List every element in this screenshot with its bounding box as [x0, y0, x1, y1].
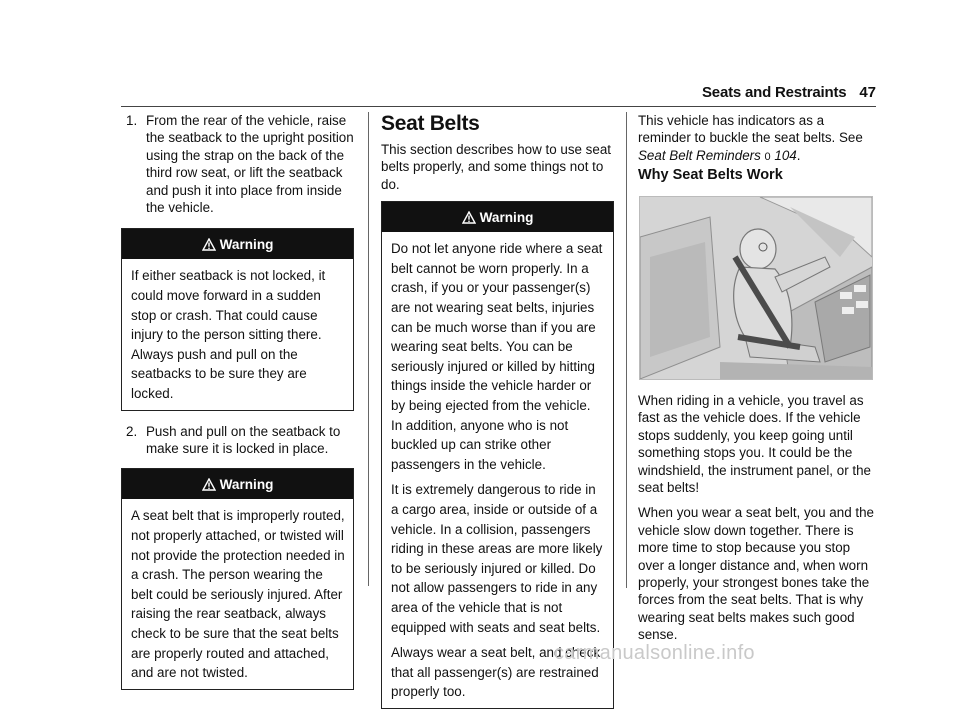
column-divider-left — [368, 112, 369, 586]
reminder-reference-link[interactable]: Seat Belt Reminders — [638, 147, 761, 163]
warning-header — [382, 202, 613, 232]
column-divider-right — [626, 112, 627, 588]
reminder-reference-page[interactable]: 104 — [774, 147, 797, 163]
warning-triangle-icon — [202, 478, 216, 491]
right-column-intro — [638, 112, 874, 174]
seat-belts-intro: This section describes how to use seat belts properly, and some things not to do. — [381, 142, 611, 192]
why-belts-paragraph-2: When you wear a seat belt, you and the vehicle slow down together. There is more time to stop because you stop over a longer distance and, when worn properly, your strongest bones take the forces from the seat belts. That is why wearing seat belts makes such good sense. — [638, 505, 874, 643]
right-column-body — [638, 392, 874, 652]
step-1-number: 1. — [126, 113, 138, 128]
warning-body — [122, 499, 353, 688]
warning-text: If either seatback is not locked, it could move forward in a sudden stop or crash. That could cause injury to the person sitting there. Always push and pull on the seatbacks to be sure they are locked. — [131, 268, 326, 401]
step-2-text: Push and pull on the seatback to make sure it is locked in place. — [146, 423, 341, 456]
warning-box-seat-belt-use — [381, 201, 614, 709]
middle-column — [381, 141, 614, 709]
step-2 — [126, 423, 354, 458]
warning-title: Warning — [219, 476, 274, 492]
warning-triangle-icon — [202, 238, 216, 251]
section-heading-seat-belts: Seat Belts — [381, 112, 480, 135]
warning-body — [122, 259, 353, 409]
warning-header — [122, 229, 353, 259]
warning-paragraph-3: Always wear a seat belt, and check that all passenger(s) are restrained properly too. — [391, 645, 601, 700]
page-header — [702, 84, 876, 106]
reminder-period: . — [796, 147, 801, 163]
section-title: Seats and Restraints — [702, 84, 847, 101]
left-column — [121, 112, 354, 690]
warning-title: Warning — [219, 236, 274, 252]
warning-text: A seat belt that is improperly routed, not properly attached, or twisted will not provide the protection needed in a crash. The person wearing the belt could be seriously injured. After raising the rear seatback, always check to be sure that the seat belts are properly routed and attached, and are not twisted. — [131, 508, 345, 681]
crash-test-dummy-illustration-svg — [640, 197, 872, 379]
reminder-intro-text: This vehicle has indicators as a reminder to buckle the seat belts. See — [638, 113, 863, 146]
subheading-why-seat-belts-work: Why Seat Belts Work — [638, 167, 783, 183]
warning-title: Warning — [479, 209, 534, 225]
crash-test-dummy-illustration — [639, 196, 873, 380]
warning-paragraph-1: Do not let anyone ride where a seat belt cannot be worn properly. In a crash, if you or your passenger(s) are not wearing seat belts, injuries can be much worse than if you are wearing seat belts. You can be seriously injured or killed by hitting things inside the vehicle harder or by being ejected from the vehicle. In addition, anyone who is not buckled up can strike other passengers in the vehicle. — [391, 241, 603, 472]
warning-box-seatback-lock — [121, 228, 354, 410]
page-number: 47 — [859, 84, 876, 101]
step-1-text: From the rear of the vehicle, raise the seatback to the upright position using the strap on the back of the third row seat, or lift the seatback and push it into place from inside the vehicle. — [146, 113, 354, 216]
warning-box-seat-belt-routing — [121, 468, 354, 689]
page-reference-icon: 0 — [764, 150, 771, 163]
warning-triangle-icon — [462, 211, 476, 224]
warning-body — [382, 232, 613, 708]
warning-header — [122, 469, 353, 499]
header-rule — [121, 106, 876, 107]
seat-belt-reminder-text — [638, 112, 874, 166]
step-2-number: 2. — [126, 423, 138, 439]
why-belts-paragraph-1: When riding in a vehicle, you travel as fast as the vehicle does. If the vehicle stops suddenly, you keep going until something stops you. It could be the windshield, the instrument panel, or the seat belts! — [638, 393, 871, 496]
step-1 — [126, 112, 354, 216]
warning-paragraph-2: It is extremely dangerous to ride in a cargo area, inside or outside of a vehicle. In a collision, passengers riding in these areas are more likely to be seriously injured or killed. Do not allow passengers to ride in any area of the vehicle that is not equipped with seats and seat belts. — [391, 482, 603, 635]
watermark-text: carmanualsonline.info — [554, 642, 755, 664]
